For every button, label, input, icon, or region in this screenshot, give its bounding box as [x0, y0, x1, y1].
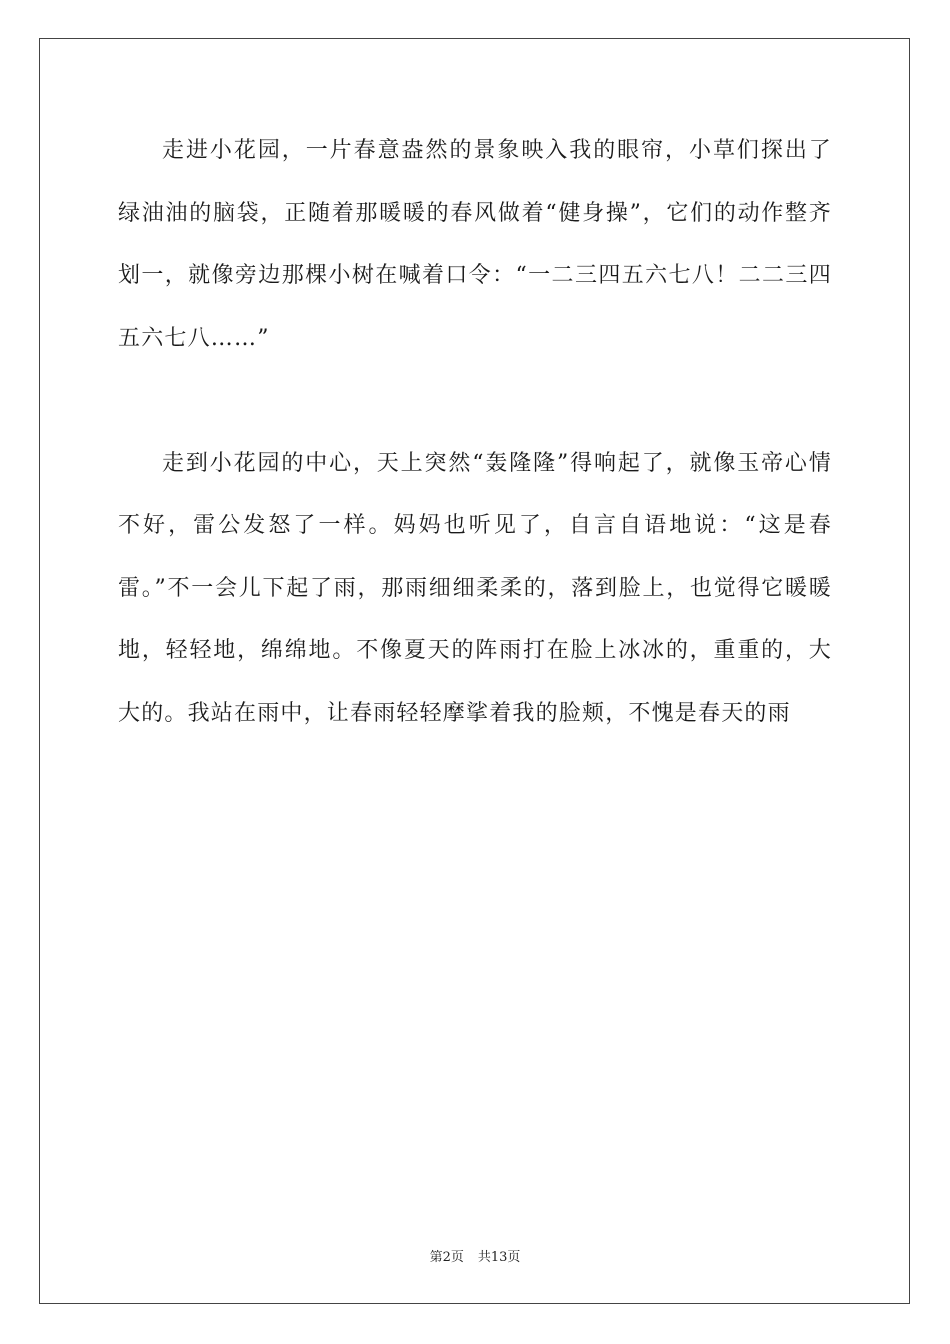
- current-page-label: 第2页: [429, 1250, 464, 1265]
- document-body: [118, 120, 832, 745]
- page-footer: [0, 1246, 950, 1265]
- total-pages-label: 共13页: [477, 1250, 521, 1265]
- paragraph-1: 走进小花园，一片春意盎然的景象映入我的眼帘，小草们探出了绿油油的脑袋，正随着那暖暖的春风做着“健身操”，它们的动作整齐划一，就像旁边那棵小树在喊着口令：“一二三四五六七八！二二三四五六七八……”: [118, 138, 832, 351]
- paragraph-2: 走到小花园的中心，天上突然“轰隆隆”得响起了，就像玉帝心情不好，雷公发怒了一样。妈妈也听见了，自言自语地说：“这是春雷。”不一会儿下起了雨，那雨细细柔柔的，落到脸上，也觉得它暖暖地，轻轻地，绵绵地。不像夏天的阵雨打在脸上冰冰的，重重的，大大的。我站在雨中，让春雨轻轻摩挲着我的脸颊，不愧是春天的雨: [118, 450, 832, 726]
